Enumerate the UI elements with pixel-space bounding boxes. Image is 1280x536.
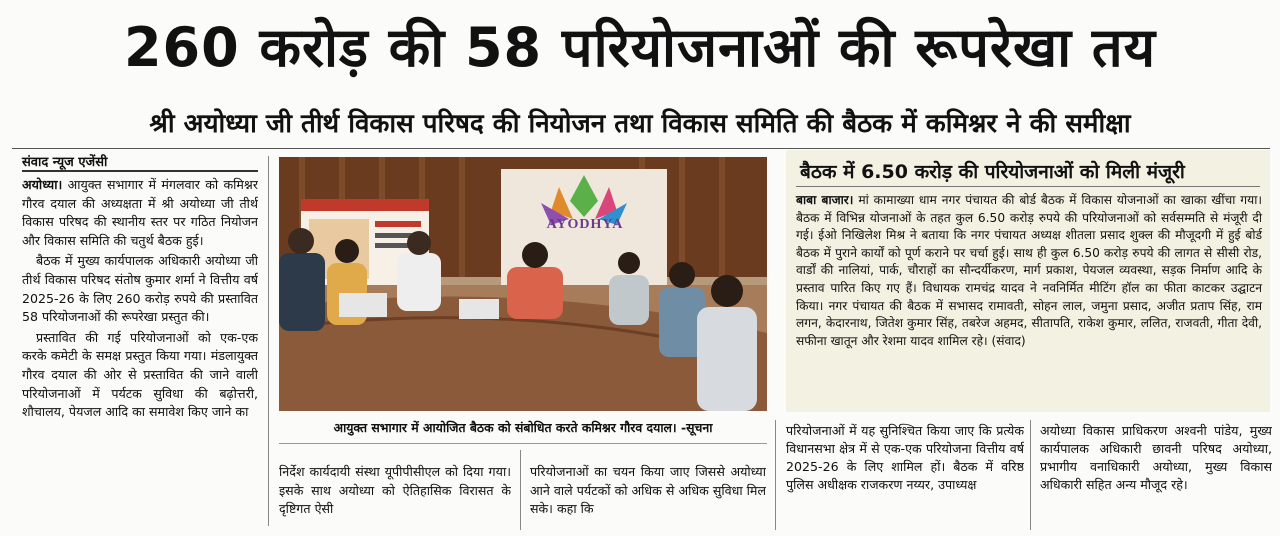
caption-divider [279, 443, 767, 444]
sidebar-box [786, 150, 1270, 412]
sidebar-body [796, 192, 1262, 350]
article-paragraph: निर्देश कार्यदायी संस्था यूपीपीसीएल को दिया गया। इसके साथ अयोध्या को ऐतिहासिक विरासत के दृष्टिगत ऐसी [279, 464, 511, 517]
article-paragraph: परियोजनाओं में यह सुनिश्चित किया जाए कि प्रत्येक विधानसभा क्षेत्र में से एक-एक परियोजना वित्तीय वर्ष 2025-26 के लिए शामिल हों। बैठक में वरिष्ठ पुलिस अधीक्षक राजकरण नय्यर, उपाध्यक्ष [786, 423, 1024, 492]
article-paragraph: बैठक में मुख्य कार्यपालक अधिकारी अयोध्या जी तीर्थ विकास परिषद संतोष कुमार शर्मा ने वित्तीय वर्ष 2025-26 के लिए 260 करोड़ रुपये की प्रस्तावित 58 परियोजनाओं की रूपरेखा प्रस्तुत की। [22, 253, 258, 325]
photo-caption: आयुक्त सभागार में आयोजित बैठक को संबोधित करते कमिश्नर गौरव दयाल। -सूचना [333, 420, 713, 435]
article-column-1 [22, 176, 258, 532]
article-paragraph [22, 176, 258, 250]
news-photo [279, 157, 767, 411]
article-column-3 [530, 463, 766, 533]
sidebar-dateline: बाबा बाजार। [796, 193, 854, 207]
byline-underline [22, 170, 258, 172]
sidebar-title: बैठक में 6.50 करोड़ की परियोजनाओं को मिली मंजूरी [800, 161, 1185, 183]
header-divider [12, 148, 1270, 149]
logo-text: AYODHYA [546, 217, 624, 232]
article-column-5 [1040, 422, 1272, 532]
meeting-photo-graphic [279, 157, 767, 411]
article-column-2 [279, 463, 511, 533]
sidebar-title-divider [796, 186, 1260, 187]
byline: संवाद न्यूज एजेंसी [22, 155, 108, 170]
dateline: अयोध्या। [22, 177, 63, 192]
column-divider-3 [775, 420, 776, 530]
column-divider-4 [1030, 420, 1031, 530]
article-paragraph: अयोध्या विकास प्राधिकरण अश्वनी पांडेय, मुख्य कार्यपालक अधिकारी छावनी परिषद अयोध्या, प्रभागीय वनाधिकारी अयोध्या, मुख्य विकास अधिकारी सहित अन्य मौजूद रहे। [1040, 423, 1272, 492]
sidebar-text: मां कामाख्या धाम नगर पंचायत की बोर्ड बैठक में विकास योजनाओं का खाका खींचा गया। बैठक में विभिन्न योजनाओं के तहत कुल 6.50 करोड़ रुपये की परियोजनाओं को सर्वसम्मति से मंजूरी दी गई। ईओ निखिलेश मिश्र ने बताया कि नगर पंचायत अध्यक्ष शीतला प्रसाद शुक्ल की मौजूदगी में हुई बोर्ड बैठक में पुराने कार्यों को पूर्ण कराने पर चर्चा हुई। साथ ही कुल 6.50 करोड़ रुपये की लागत से सीसी रोड, वार्डों की नालियां, पार्क, चौराहों का सौन्दर्यीकरण, मार्ग प्रकाश, पेयजल व्यवस्था, सड़क निर्माण आदि के प्रस्ताव पारित किए गए हैं। विधायक रामचंद्र यादव ने नवनिर्मित मीटिंग हॉल का फीता काटकर उद्घाटन किया। नगर पंचायत की बैठक में सभासद रामावती, सोहन लाल, जमुना प्रसाद, अजीत प्रताप सिंह, राम लगन, केदारनाथ, जितेश कुमार सिंह, तबरेज अहमद, सीतापति, राकेश कुमार, ललित, राजवती, गीता देवी, सफीना खातून और रेशमा यादव शामिल रहे। (संवाद) [796, 193, 1263, 348]
paragraph-text: आयुक्त सभागार में मंगलवार को कमिश्नर गौरव दयाल की अध्यक्षता में श्री अयोध्या जी तीर्थ विकास परिषद की स्थानीय स्तर पर गठित नियोजन और विकास समिति की चतुर्थ बैठक हुई। [22, 177, 258, 248]
article-paragraph: प्रस्तावित की गई परियोजनाओं को एक-एक करके कमेटी के समक्ष प्रस्तुत किया गया। मंडलायुक्त गौरव दयाल की ओर से प्रस्तावित की जाने वाली परियोजनाओं में पर्यटक सुविधा की बढ़ोत्तरी, शौचालय, पेयजल आदि का समावेश किए जाने का [22, 329, 258, 420]
column-divider-2 [520, 450, 521, 530]
headline: 260 करोड़ की 58 परियोजनाओं की रूपरेखा तय [123, 16, 1157, 79]
article-column-4 [786, 422, 1024, 532]
subheadline: श्री अयोध्या जी तीर्थ विकास परिषद की नियोजन तथा विकास समिति की बैठक में कमिश्नर ने की समीक्षा [149, 109, 1131, 139]
column-divider-1 [268, 156, 269, 526]
article-paragraph: परियोजनाओं का चयन किया जाए जिससे अयोध्या आने वाले पर्यटकों को अधिक से अधिक सुविधा मिल सके। कहा कि [530, 464, 766, 517]
